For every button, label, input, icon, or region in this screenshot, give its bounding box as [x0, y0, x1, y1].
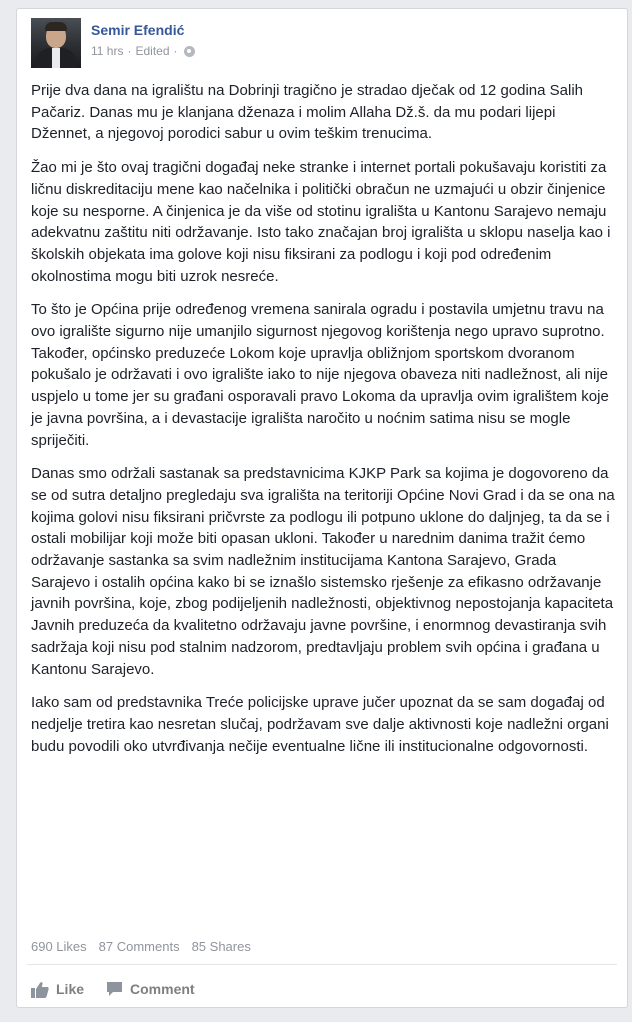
shares-count[interactable]: 85 Shares	[191, 939, 251, 954]
author-name[interactable]: Semir Efendić	[91, 22, 185, 38]
speech-bubble-icon	[106, 981, 123, 997]
post-paragraph: Iako sam od predstavnika Treće policijske uprave jučer upoznat da se sam događaj od nedjelje tretira kao nesretan slučaj, podržavam sve dalje aktivnosti koje nadležni organi budu povodili oko utvrđivanja nečije eventualne lične ili institucionalne odgovornosti.	[31, 694, 609, 755]
post-body	[31, 80, 615, 769]
thumbs-up-icon	[31, 981, 49, 998]
globe-icon[interactable]	[184, 46, 195, 57]
like-button[interactable]	[31, 981, 84, 998]
post-paragraph: Žao mi je što ovaj tragični događaj neke stranke i internet portali pokušavaju koristiti za ličnu diskreditaciju mene kao načelnika i politički obračun ne uzmajući u obzir činjenice koje su nesporne. A činjenica je da više od stotinu igrališta u Kantonu Sarajevo nemaju adekvatnu zaštitu niti održavanje. Isto tako značajan broj igrališta u sklopu naselja kao i školskih objekata ima golove koji nisu fiksirani za podlogu i koji pod određenim okolnostima mogu biti uzrok nesreće.	[31, 159, 611, 285]
post-paragraph: Danas smo održali sastanak sa predstavnicima KJKP Park sa kojima je dogovoreno da se od sutra detaljno pregledaju sva igrališta na teritoriji Općine Novi Grad i da se ona na kojima golovi nisu fiksirani pričvrste za podlogu ili potpuno uklone do daljnjeg, ta da se i ostali mobilijar koji može biti opasan ukloni. Također u narednim danima tražit ćemo održavanje sastanka sa svim nadležnim institucijama Kantona Sarajevo, Grada Sarajevo i ostalih općina kako bi se iznašlo sistemsko rješenje za efikasno održavanje javnih površina, koje, zbog podijeljenih nadležnosti, objektivnog nepostojanja kapaciteta Javnih preduzeća da kvalitetno održavaju javne površine, i enormnog devastiranja svih sadržaja koji nisu pod stalnim nadzorom, predtavljaju problem svih općina i građana u Kantonu Sarajevo.	[31, 465, 615, 678]
meta-separator: ·	[127, 44, 132, 58]
avatar-shirt	[52, 48, 60, 68]
like-label: Like	[56, 981, 85, 997]
edited-label[interactable]: Edited	[135, 44, 170, 58]
meta-separator-2: ·	[173, 44, 178, 58]
likes-count[interactable]: 690 Likes	[31, 939, 87, 954]
post-paragraph: To što je Općina prije određenog vremena sanirala ogradu i postavila umjetnu travu na ovo igralište sigurno nije umanjilo sigurnost njegovog korištenja nego upravo suprotno. Također, općinsko preduzeće Lokom koje upravlja obližnjom sportskom dvoranom pokušalo je održavati i ovo igralište iako to nije njegova obaveza niti nadležnost, ali nije uspjelo u tome jer su građani osporavali pravo Lokoma da upravlja ovim igralištem koje je javna površina, a i devastacije igrališta naročito u noćnim satima nisu se mogle spriječiti.	[31, 301, 609, 449]
post-header	[31, 18, 617, 68]
comment-label: Comment	[130, 981, 195, 997]
actions-divider	[27, 964, 617, 965]
comment-button[interactable]	[106, 981, 195, 997]
post-actions	[31, 973, 195, 1005]
post-stats	[31, 939, 251, 954]
author-avatar[interactable]	[31, 18, 81, 68]
post-time[interactable]: 11 hrs	[91, 44, 124, 58]
avatar-hair	[45, 22, 67, 31]
facebook-post	[16, 8, 628, 1008]
comments-count[interactable]: 87 Comments	[98, 939, 180, 954]
post-paragraph: Prije dva dana na igralištu na Dobrinji tragično je stradao dječak od 12 godina Salih Pačariz. Danas mu je klanjana dženaza i molim Allaha Dž.š. da mu podari lijepi Džennet, a njegovoj porodici sabur u ovim teškim trenucima.	[31, 82, 584, 143]
post-meta	[91, 44, 195, 58]
